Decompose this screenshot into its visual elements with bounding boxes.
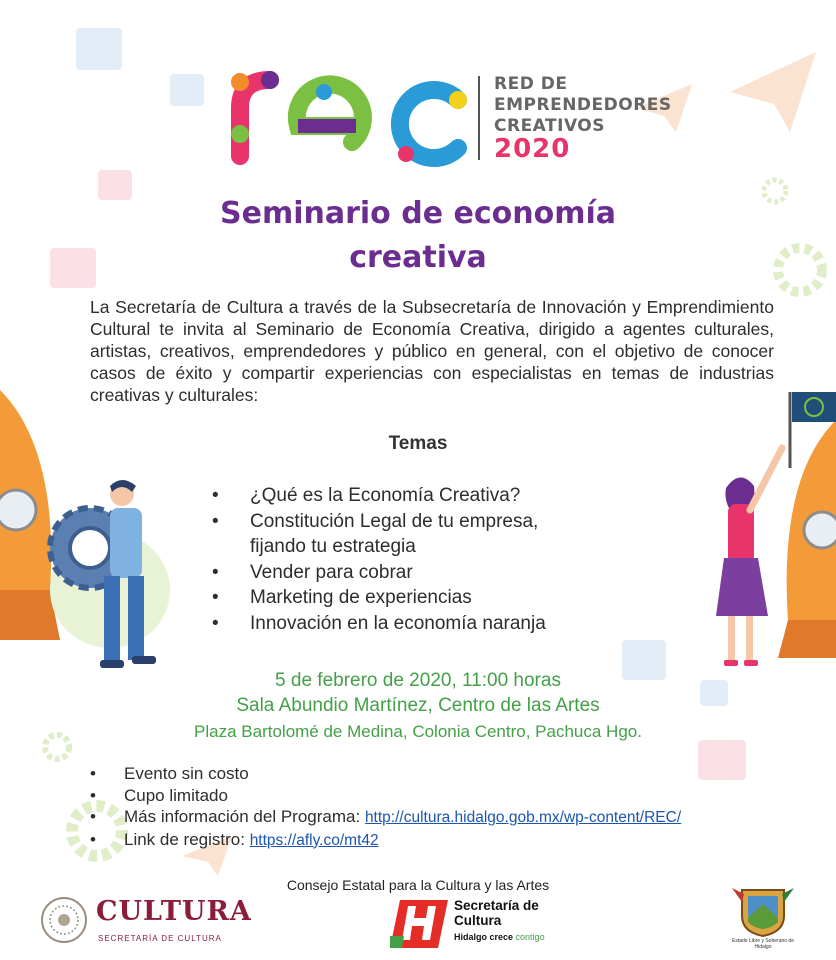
logo-year: 2020 xyxy=(494,134,571,164)
list-item: • Evento sin costo xyxy=(90,764,249,783)
info-list xyxy=(90,763,790,851)
cultura-subtitle: SECRETARÍA DE CULTURA xyxy=(98,934,222,943)
decor-square xyxy=(76,28,122,70)
logo-divider xyxy=(478,76,480,160)
secretaria-cultura-federal-logo xyxy=(40,894,300,950)
title-line-2: creativa xyxy=(349,240,487,275)
intro-paragraph: La Secretaría de Cultura a través de la Subsecretaría de Innovación y Emprendimiento Cultural te invita al Seminario de Economía Creativa, dirigido a agentes culturales, artistas, creativos, emprendedores y público en general, con el objetivo de conocer casos de éxito y compartir experiencias con especialistas en temas de industrias creativas y culturales: xyxy=(90,297,774,405)
secretaria-cultura-wordmark: Secretaría de Cultura xyxy=(454,898,539,928)
event-address: Plaza Bartolomé de Medina, Colonia Centro, Pachuca Hgo. xyxy=(194,722,642,741)
temas-heading: Temas xyxy=(388,433,448,454)
temas-list xyxy=(212,483,632,636)
event-venue: Sala Abundio Martínez, Centro de las Artes xyxy=(236,695,600,716)
national-seal-icon xyxy=(40,896,88,944)
decor-paper-plane-icon xyxy=(730,52,816,132)
rec-logo-mark xyxy=(226,68,476,168)
logo-line-3: CREATIVOS xyxy=(494,116,605,136)
page-title xyxy=(0,192,836,280)
list-item: • Link de registro: https://afly.co/mt42 xyxy=(90,829,379,849)
logo-wordmark xyxy=(494,74,672,137)
flag-illustration xyxy=(784,388,836,468)
estado-hidalgo-coat-of-arms xyxy=(728,882,798,956)
hidalgo-tagline: Hidalgo crece contigo xyxy=(454,932,545,942)
rec-logo xyxy=(226,68,672,168)
list-item: • Cupo limitado xyxy=(90,785,228,805)
hidalgo-h-icon xyxy=(390,896,448,948)
list-item: • Constitución Legal de tu empresa, xyxy=(212,510,539,532)
list-item: • Marketing de experiencias xyxy=(212,587,472,608)
secretaria-cultura-hidalgo-logo xyxy=(390,894,570,950)
list-item: • Innovación en la economía naranja xyxy=(212,612,546,634)
list-item-continuation: fijando tu estrategia xyxy=(250,536,416,557)
cultura-wordmark: CULTURA xyxy=(96,896,252,927)
coat-of-arms-icon xyxy=(728,882,798,938)
estado-hidalgo-caption: Estado Libre y Soberano de Hidalgo xyxy=(732,938,794,950)
logo-line-2: EMPRENDEDORES xyxy=(494,95,672,115)
list-item: • ¿Qué es la Economía Creativa? xyxy=(212,485,521,506)
decor-square xyxy=(170,74,204,106)
list-item: • Más información del Programa: http://cultura.hidalgo.gob.mx/wp-content/REC/ xyxy=(90,807,682,826)
consejo-label: Consejo Estatal para la Cultura y las Artes xyxy=(286,877,550,893)
event-date: 5 de febrero de 2020, 11:00 horas xyxy=(275,670,561,691)
man-with-gear-illustration xyxy=(40,470,190,680)
woman-illustration xyxy=(700,440,790,675)
logo-line-1: RED DE xyxy=(494,74,568,94)
registration-link[interactable]: https://afly.co/mt42 xyxy=(249,831,379,849)
program-info-link[interactable]: http://cultura.hidalgo.gob.mx/wp-content/REC/ xyxy=(364,809,682,826)
title-line-1: Seminario de economía xyxy=(220,196,616,231)
list-item: • Vender para cobrar xyxy=(212,561,413,583)
